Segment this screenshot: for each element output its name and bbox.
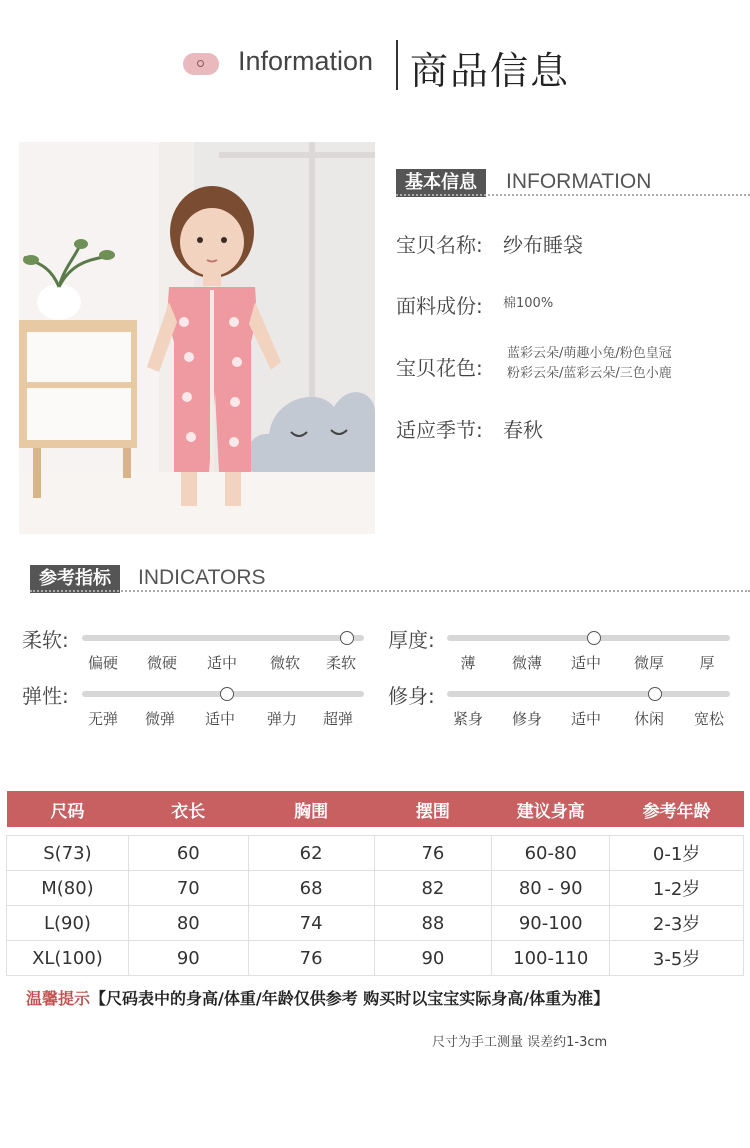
indicator-tick: 无弹 bbox=[87, 710, 118, 728]
cell: 76 bbox=[374, 836, 492, 871]
indicator-tick: 修身 bbox=[511, 710, 542, 728]
info-tag: 基本信息 bbox=[396, 169, 486, 197]
col-height: 建议身高 bbox=[492, 791, 610, 827]
indicator-tick: 适中 bbox=[570, 710, 601, 728]
size-table-header bbox=[7, 791, 744, 827]
header-divider bbox=[396, 40, 398, 90]
indicator-tick: 弹力 bbox=[266, 710, 297, 728]
info-tag-en: INFORMATION bbox=[506, 170, 652, 193]
indicator-label: 修身: bbox=[388, 684, 435, 708]
indicators-tag-en: INDICATORS bbox=[138, 566, 266, 589]
info-name-label: 宝贝名称: bbox=[396, 233, 483, 257]
col-length: 衣长 bbox=[128, 791, 248, 827]
indicator-label: 厚度: bbox=[388, 628, 435, 652]
table-row bbox=[7, 871, 744, 906]
indicator-tick: 薄 bbox=[460, 654, 476, 672]
indicator-knob bbox=[220, 687, 234, 701]
info-name-value: 纱布睡袋 bbox=[503, 233, 583, 257]
info-divider bbox=[396, 194, 750, 196]
info-pattern-label: 宝贝花色: bbox=[396, 356, 483, 380]
tips bbox=[26, 986, 609, 1009]
indicator-track bbox=[447, 691, 730, 697]
indicator-tick: 宽松 bbox=[693, 710, 724, 728]
cell: M(80) bbox=[7, 871, 129, 906]
header-title-cn: 商品信息 bbox=[410, 49, 571, 93]
table-row bbox=[7, 836, 744, 871]
indicator-track bbox=[82, 635, 364, 641]
cell: 2-3岁 bbox=[610, 906, 744, 941]
indicator-tick: 微软 bbox=[269, 654, 300, 672]
indicator-tick: 厚 bbox=[699, 654, 715, 672]
cell: 70 bbox=[128, 871, 248, 906]
cell: 60 bbox=[128, 836, 248, 871]
measure-note: 尺寸为手工测量 误差约1-3cm bbox=[432, 1035, 608, 1050]
indicator-tick: 适中 bbox=[570, 654, 601, 672]
size-table bbox=[6, 791, 744, 976]
tips-body: 【尺码表中的身高/体重/年龄仅供参考 购买时以宝宝实际身高/体重为准】 bbox=[90, 989, 610, 1008]
col-chest: 胸围 bbox=[248, 791, 374, 827]
col-age: 参考年龄 bbox=[610, 791, 744, 827]
indicator-tick: 微弹 bbox=[144, 710, 175, 728]
info-fabric-label: 面料成份: bbox=[396, 294, 483, 318]
info-pattern-value-1: 蓝彩云朵/萌趣小兔/粉色皇冠 bbox=[507, 346, 672, 361]
cell: S(73) bbox=[7, 836, 129, 871]
cell: 90-100 bbox=[492, 906, 610, 941]
indicator-tick: 紧身 bbox=[452, 710, 483, 728]
cell: 88 bbox=[374, 906, 492, 941]
info-season-label: 适应季节: bbox=[396, 418, 483, 442]
product-photo bbox=[19, 142, 375, 534]
cell: 90 bbox=[374, 941, 492, 976]
cell: 0-1岁 bbox=[610, 836, 744, 871]
indicator-tick: 超弹 bbox=[322, 710, 353, 728]
indicator-knob bbox=[587, 631, 601, 645]
indicator-tick: 微薄 bbox=[511, 654, 542, 672]
cell: L(90) bbox=[7, 906, 129, 941]
cell: 1-2岁 bbox=[610, 871, 744, 906]
table-row bbox=[7, 941, 744, 976]
col-hem: 摆围 bbox=[374, 791, 492, 827]
cell: XL(100) bbox=[7, 941, 129, 976]
indicator-tick: 偏硬 bbox=[87, 654, 118, 672]
indicator-tick: 适中 bbox=[204, 710, 235, 728]
indicators-tag: 参考指标 bbox=[30, 565, 120, 593]
tips-head: 温馨提示 bbox=[26, 989, 91, 1008]
cell: 3-5岁 bbox=[610, 941, 744, 976]
col-size: 尺码 bbox=[7, 791, 129, 827]
indicators-divider bbox=[30, 590, 750, 592]
cell: 62 bbox=[248, 836, 374, 871]
cell: 82 bbox=[374, 871, 492, 906]
cell: 80 - 90 bbox=[492, 871, 610, 906]
indicator-tick: 微厚 bbox=[633, 654, 664, 672]
indicator-label: 弹性: bbox=[22, 684, 69, 708]
info-season-value: 春秋 bbox=[503, 418, 543, 442]
info-pattern-value-2: 粉彩云朵/蓝彩云朵/三色小鹿 bbox=[507, 366, 672, 381]
indicator-knob bbox=[648, 687, 662, 701]
indicator-label: 柔软: bbox=[22, 628, 69, 652]
indicator-tick: 休闲 bbox=[633, 710, 664, 728]
cell: 74 bbox=[248, 906, 374, 941]
cell: 100-110 bbox=[492, 941, 610, 976]
cell: 80 bbox=[128, 906, 248, 941]
table-row bbox=[7, 906, 744, 941]
cell: 60-80 bbox=[492, 836, 610, 871]
info-fabric-value: 棉100% bbox=[503, 296, 554, 311]
cell: 68 bbox=[248, 871, 374, 906]
header-title-en: Information bbox=[238, 46, 374, 76]
indicator-tick: 适中 bbox=[206, 654, 237, 672]
indicator-knob bbox=[340, 631, 354, 645]
indicator-tick: 微硬 bbox=[146, 654, 177, 672]
indicator-tick: 柔软 bbox=[325, 654, 356, 672]
cell: 90 bbox=[128, 941, 248, 976]
cell: 76 bbox=[248, 941, 374, 976]
header-pill-icon bbox=[183, 53, 219, 75]
